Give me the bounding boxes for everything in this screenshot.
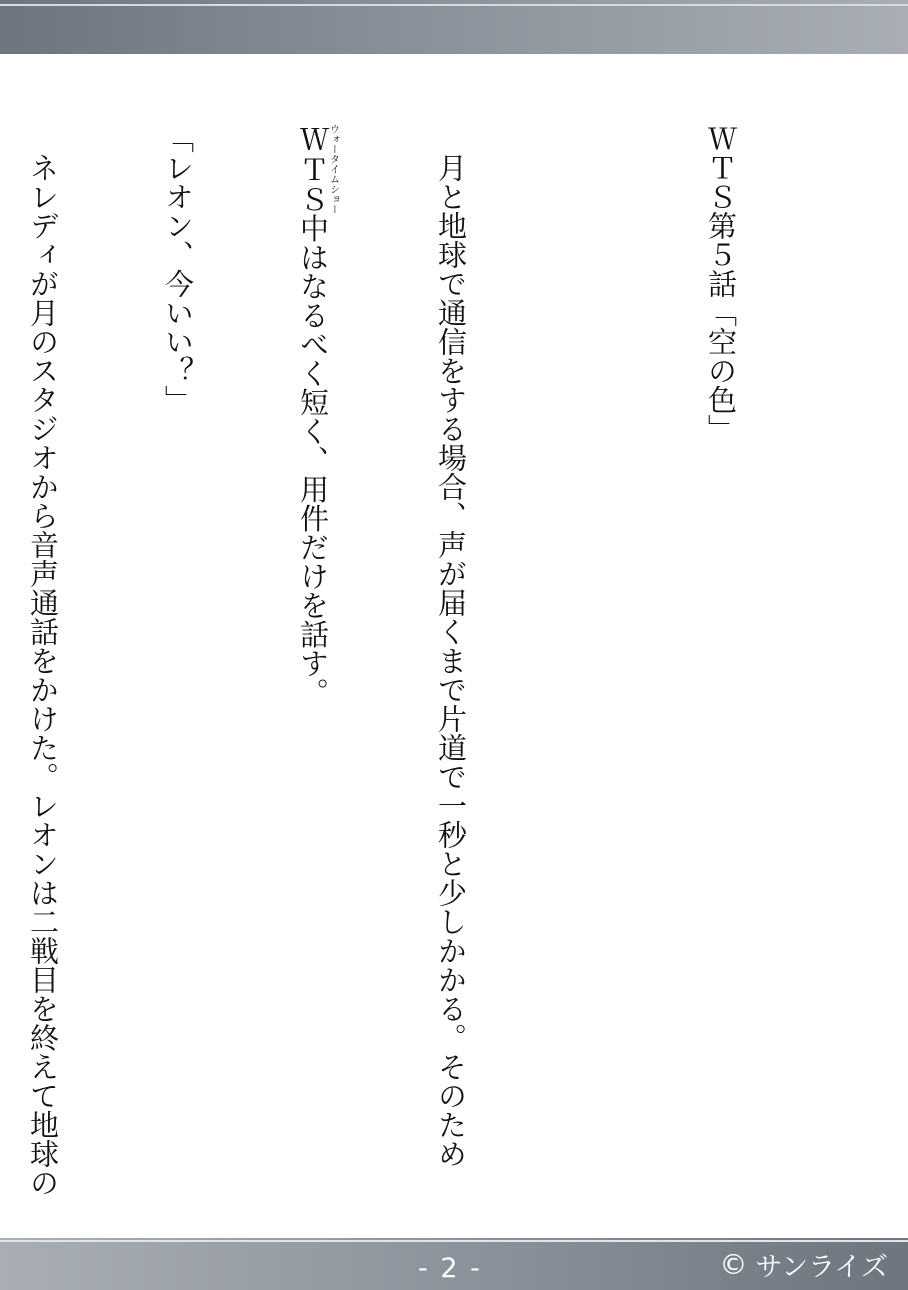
chapter-title: ＷＴＳ第５話「空の色」 (704, 124, 738, 443)
blank-line (563, 124, 608, 1164)
copyright-notice (719, 1245, 888, 1284)
paragraph-line-1: 月と地球で通信をする場合、声が届くまで片道で一秒と少しかかる。そのため (434, 153, 468, 1168)
vertical-text-block (0, 124, 833, 1197)
page-body (0, 54, 908, 1238)
paragraph-line-2: ＷＴＳウォータイムショー中はなるべく短く、用件だけを話す。 (296, 124, 339, 707)
bottom-footer-bar (0, 1238, 908, 1290)
page-number: - 2 - (418, 1253, 482, 1284)
copyright-icon: © (719, 1247, 748, 1281)
paragraph-line-3: ネレディが月のスタジオから音声通話をかけた。レオンは二戦目を終えて地球の (26, 153, 60, 1197)
copyright-text: サンライズ (755, 1252, 888, 1283)
dialogue-line-1: 「レオン、今いい？」 (161, 124, 195, 414)
ruby-annotation: ＷＴＳウォータイムショー (296, 124, 339, 214)
top-header-bar (0, 0, 908, 54)
